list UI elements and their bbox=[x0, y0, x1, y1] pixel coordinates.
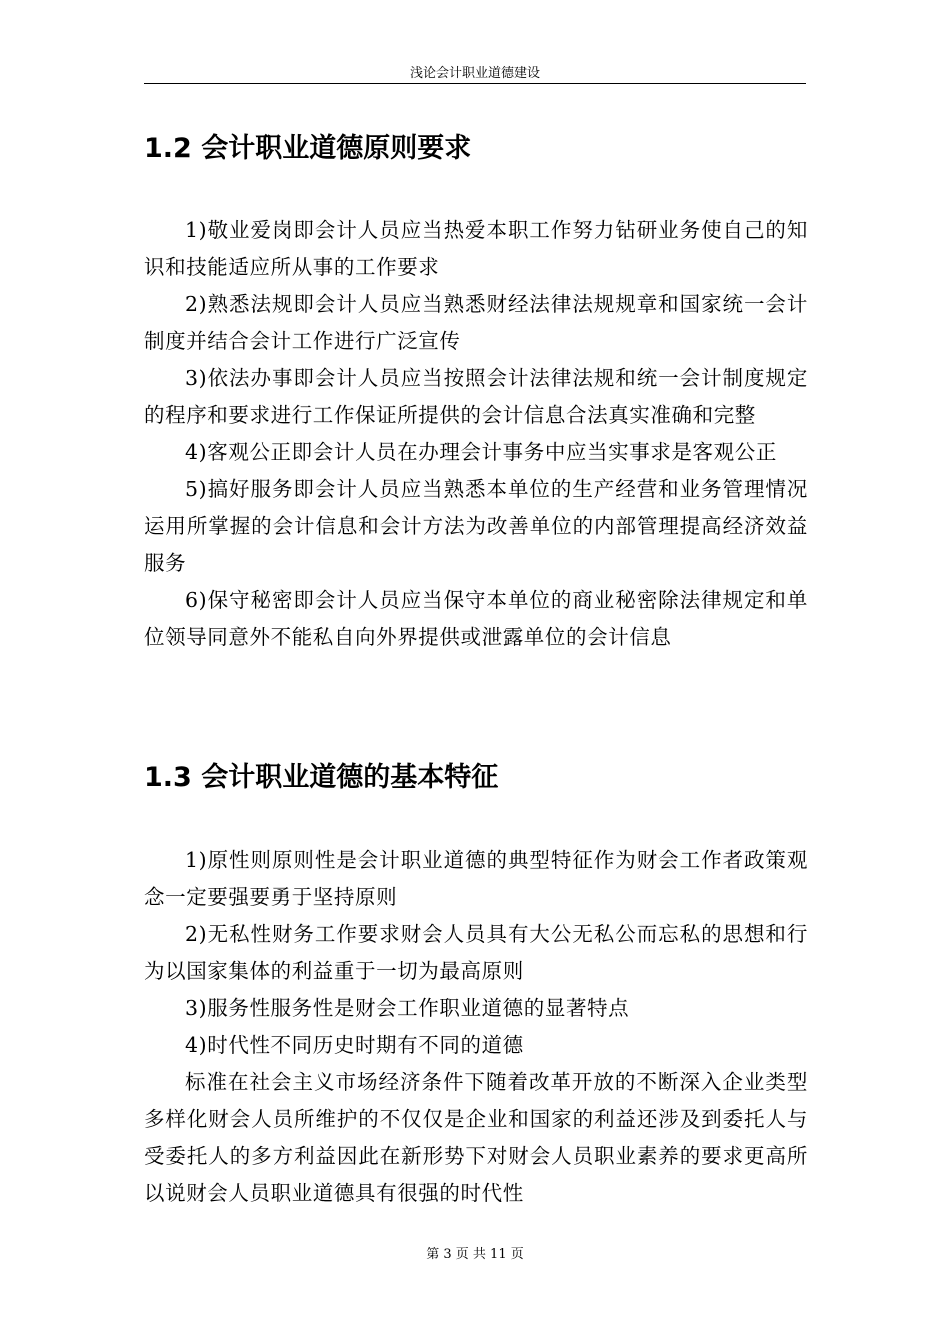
section-heading-1-2: 1.2 会计职业道德原则要求 bbox=[144, 133, 472, 164]
paragraph: 2)熟悉法规即会计人员应当熟悉财经法律法规规章和国家统一会计制度并结合会计工作进行广泛宣传 bbox=[144, 292, 808, 353]
paragraph: 3)依法办事即会计人员应当按照会计法律法规和统一会计制度规定的程序和要求进行工作保证所提供的会计信息合法真实准确和完整 bbox=[144, 366, 808, 427]
page-number-footer: 第 3 页 共 11 页 bbox=[426, 1247, 524, 1262]
section-body-1-2 bbox=[144, 212, 808, 656]
paragraph: 2)无私性财务工作要求财会人员具有大公无私公而忘私的思想和行为以国家集体的利益重于一切为最高原则 bbox=[144, 922, 808, 983]
section-heading-1-3: 1.3 会计职业道德的基本特征 bbox=[144, 762, 499, 793]
section-body-1-3 bbox=[144, 842, 808, 1212]
paragraph: 6)保守秘密即会计人员应当保守本单位的商业秘密除法律规定和单位领导同意外不能私自向外界提供或泄露单位的会计信息 bbox=[144, 588, 808, 649]
paragraph: 5)搞好服务即会计人员应当熟悉本单位的生产经营和业务管理情况运用所掌握的会计信息和会计方法为改善单位的内部管理提高经济效益服务 bbox=[144, 477, 808, 575]
paragraph: 标准在社会主义市场经济条件下随着改革开放的不断深入企业类型多样化财会人员所维护的不仅仅是企业和国家的利益还涉及到委托人与受委托人的多方利益因此在新形势下对财会人员职业素养的要求更高所以说财会人员职业道德具有很强的时代性 bbox=[144, 1070, 808, 1205]
paragraph: 3)服务性服务性是财会工作职业道德的显著特点 bbox=[185, 996, 630, 1020]
paragraph: 4)客观公正即会计人员在办理会计事务中应当实事求是客观公正 bbox=[185, 440, 777, 464]
paragraph: 1)原性则原则性是会计职业道德的典型特征作为财会工作者政策观念一定要强要勇于坚持原则 bbox=[144, 848, 808, 909]
header-divider bbox=[144, 83, 806, 84]
paragraph: 4)时代性不同历史时期有不同的道德 bbox=[185, 1033, 524, 1057]
paragraph: 1)敬业爱岗即会计人员应当热爱本职工作努力钻研业务使自己的知识和技能适应所从事的工作要求 bbox=[144, 218, 808, 279]
page-header-title: 浅论会计职业道德建设 bbox=[409, 66, 540, 81]
